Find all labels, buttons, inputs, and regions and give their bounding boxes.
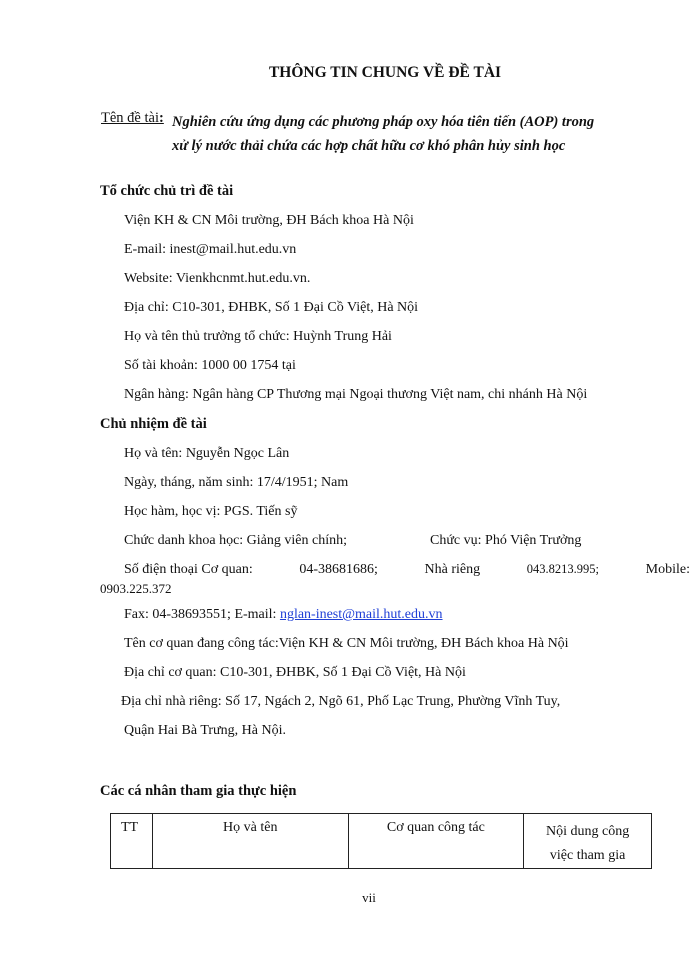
page-number: vii xyxy=(362,890,376,905)
col-header-task xyxy=(524,814,652,869)
topic-title xyxy=(172,110,594,158)
host-org-name: Viện KH & CN Môi trường, ĐH Bách khoa Hà Nội xyxy=(124,213,414,228)
phone-home-label: Nhà riêng xyxy=(424,562,481,577)
leader-work-address: Địa chỉ cơ quan: C10-301, ĐHBK, Số 1 Đại Cồ Việt, Hà Nội xyxy=(124,665,466,680)
host-org-heading: Tổ chức chủ trì đề tài xyxy=(100,183,234,199)
leader-position: Chức vụ: Phó Viện Trưởng xyxy=(430,533,582,548)
leader-home-address-2: Quận Hai Bà Trưng, Hà Nội. xyxy=(124,723,286,738)
phone-mobile: 0903.225.372 xyxy=(100,581,172,596)
members-table-header-row xyxy=(111,814,652,869)
leader-home-address-1: Địa chỉ nhà riêng: Số 17, Ngách 2, Ngõ 61, Phố Lạc Trung, Phường Vĩnh Tuy, xyxy=(121,694,561,709)
host-org-address: Địa chỉ: C10-301, ĐHBK, Số 1 Đại Cồ Việt, Hà Nội xyxy=(124,300,419,315)
leader-phone-row xyxy=(124,562,690,578)
leader-heading: Chủ nhiệm đề tài xyxy=(100,416,207,432)
col-header-task-line-1: Nội dung công xyxy=(545,824,630,839)
col-header-org: Cơ quan công tác xyxy=(348,814,524,869)
phone-office-label: Số điện thoại Cơ quan: xyxy=(124,562,253,577)
document-title: THÔNG TIN CHUNG VỀ ĐỀ TÀI xyxy=(268,64,502,81)
leader-dob: Ngày, tháng, năm sinh: 17/4/1951; Nam xyxy=(124,475,349,490)
host-org-bank: Ngân hàng: Ngân hàng CP Thương mại Ngoại thương Việt nam, chi nhánh Hà Nội xyxy=(124,387,588,402)
host-org-website: Website: Vienkhcnmt.hut.edu.vn. xyxy=(124,271,311,286)
topic-label: Tên đề tài: xyxy=(101,110,164,126)
leader-fax: Fax: 04-38693551; E-mail: xyxy=(124,607,280,622)
host-org-email: E-mail: inest@mail.hut.edu.vn xyxy=(124,242,297,257)
phone-mobile-label: Mobile: xyxy=(645,562,690,577)
leader-degree: Học hàm, học vị: PGS. Tiến sỹ xyxy=(124,504,298,519)
leader-email-link[interactable]: nglan-inest@mail.hut.edu.vn xyxy=(279,607,443,622)
col-header-tt: TT xyxy=(111,814,153,869)
leader-name: Họ và tên: Nguyễn Ngọc Lân xyxy=(124,446,290,461)
phone-home: 043.8213.995; xyxy=(526,562,599,576)
phone-office: 04-38681686; xyxy=(299,562,378,577)
leader-workplace: Tên cơ quan đang công tác:Viện KH & CN Môi trường, ĐH Bách khoa Hà Nội xyxy=(124,636,569,651)
leader-fax-email xyxy=(124,607,443,623)
topic-title-line-1: Nghiên cứu ứng dụng các phương pháp oxy hóa tiên tiến (AOP) trong xyxy=(172,114,595,130)
topic-title-line-2: xử lý nước thải chứa các hợp chất hữu cơ khó phân hủy sinh học xyxy=(172,138,566,154)
members-heading: Các cá nhân tham gia thực hiện xyxy=(100,783,297,799)
host-org-head: Họ và tên thủ trưởng tổ chức: Huỳnh Trung Hải xyxy=(124,329,392,344)
leader-scientific-title: Chức danh khoa học: Giảng viên chính; xyxy=(124,533,347,548)
host-org-account: Số tài khoản: 1000 00 1754 tại xyxy=(124,358,296,373)
members-table xyxy=(110,813,652,869)
col-header-name: Họ và tên xyxy=(152,814,348,869)
col-header-task-line-2: việc tham gia xyxy=(549,848,626,863)
